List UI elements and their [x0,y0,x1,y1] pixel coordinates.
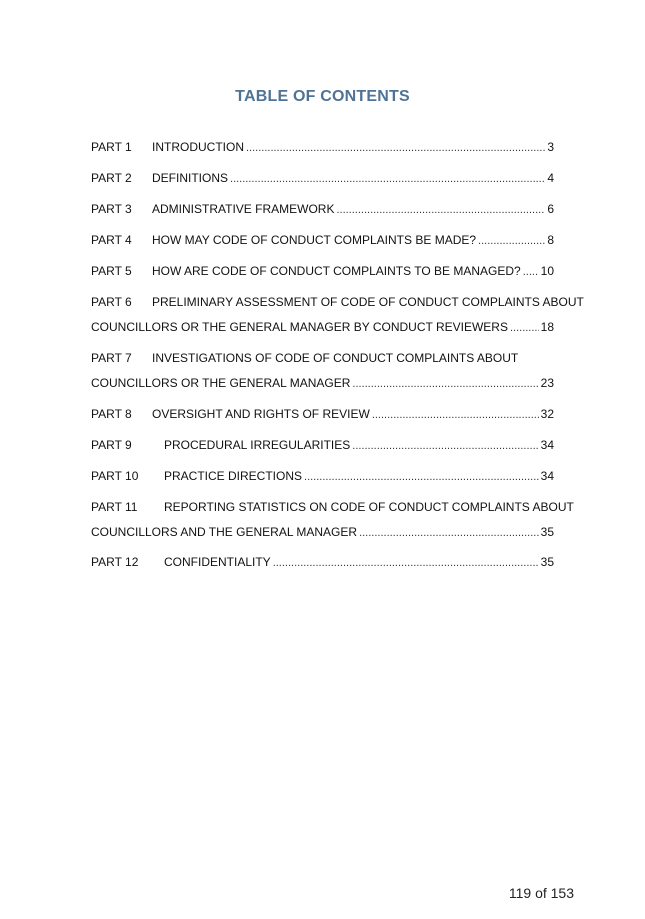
dot-leader [230,172,545,187]
toc-entry-title: ADMINISTRATIVE FRAMEWORK [152,202,335,216]
toc-entry-part-7[interactable] [91,351,554,392]
dot-leader [510,321,539,336]
toc-page-number: 4 [547,171,554,185]
toc-page-number: 6 [547,202,554,216]
toc-page-number: 23 [540,376,554,390]
toc-part-label: PART 1 [91,140,132,154]
toc-entry-title: DEFINITIONS [152,171,229,185]
toc-entry-part-10[interactable] [91,469,554,485]
dot-leader [359,526,539,541]
toc-part-label: PART 11 [91,500,138,514]
dot-leader [478,234,545,249]
toc-page-number: 34 [540,438,554,452]
dot-leader [273,556,539,571]
toc-page-number: 18 [540,320,554,334]
toc-part-label: PART 2 [91,171,132,185]
toc-part-label: PART 12 [91,555,139,569]
dot-leader [336,203,545,218]
toc-entry-title: CONFIDENTIALITY [164,555,271,569]
toc-page-number: 35 [540,525,554,539]
toc-part-label: PART 8 [91,407,132,421]
toc-entry-part-11[interactable] [91,500,574,541]
toc-entry-part-8[interactable] [91,407,554,423]
toc-heading: TABLE OF CONTENTS [235,88,410,105]
toc-part-label: PART 7 [91,351,132,365]
toc-entry-title: HOW ARE CODE OF CONDUCT COMPLAINTS TO BE MANAGED? [152,264,521,278]
toc-page-number: 34 [540,469,554,483]
dot-leader [352,439,538,454]
toc-entry-part-12[interactable] [91,555,554,571]
dot-leader [304,470,539,485]
toc-entry-title-line1: PRELIMINARY ASSESSMENT OF CODE OF CONDUCT COMPLAINTS ABOUT [152,295,584,309]
toc-entry-part-2[interactable] [91,171,554,187]
toc-page-number: 32 [540,407,554,421]
dot-leader [523,265,539,280]
toc-entry-title: OVERSIGHT AND RIGHTS OF REVIEW [152,407,370,421]
toc-entry-title-line2: COUNCILLORS AND THE GENERAL MANAGER [91,525,358,539]
toc-page-number: 8 [547,233,554,247]
toc-page-number: 10 [540,264,554,278]
toc-part-label: PART 4 [91,233,132,247]
toc-part-label: PART 9 [91,438,132,452]
toc-entry-title: HOW MAY CODE OF CONDUCT COMPLAINTS BE MADE? [152,233,477,247]
toc-entry-part-6[interactable] [91,295,584,336]
toc-entry-part-5[interactable] [91,264,554,280]
page-number-footer: 119 of 153 [508,885,574,901]
toc-entry-title: PRACTICE DIRECTIONS [164,469,303,483]
dot-leader [246,141,545,156]
toc-page-number: 3 [547,140,554,154]
toc-part-label: PART 10 [91,469,139,483]
toc-entry-title-line1: REPORTING STATISTICS ON CODE OF CONDUCT COMPLAINTS ABOUT [164,500,574,514]
toc-entry-part-4[interactable] [91,233,554,249]
toc-entry-part-3[interactable] [91,202,554,218]
toc-part-label: PART 6 [91,295,132,309]
toc-page-number: 35 [540,555,554,569]
toc-entry-title: INTRODUCTION [152,140,244,154]
toc-entry-title-line1: INVESTIGATIONS OF CODE OF CONDUCT COMPLAINTS ABOUT [152,351,519,365]
toc-entry-title: PROCEDURAL IRREGULARITIES [164,438,351,452]
toc-entry-title-line2: COUNCILLORS OR THE GENERAL MANAGER [91,376,351,390]
dot-leader [352,377,538,392]
toc-part-label: PART 3 [91,202,132,216]
toc-entry-title-line2: COUNCILLORS OR THE GENERAL MANAGER BY CONDUCT REVIEWERS [91,320,508,334]
toc-entry-part-9[interactable] [91,438,554,454]
toc-entry-part-1[interactable] [91,140,554,156]
toc-part-label: PART 5 [91,264,132,278]
dot-leader [372,408,539,423]
